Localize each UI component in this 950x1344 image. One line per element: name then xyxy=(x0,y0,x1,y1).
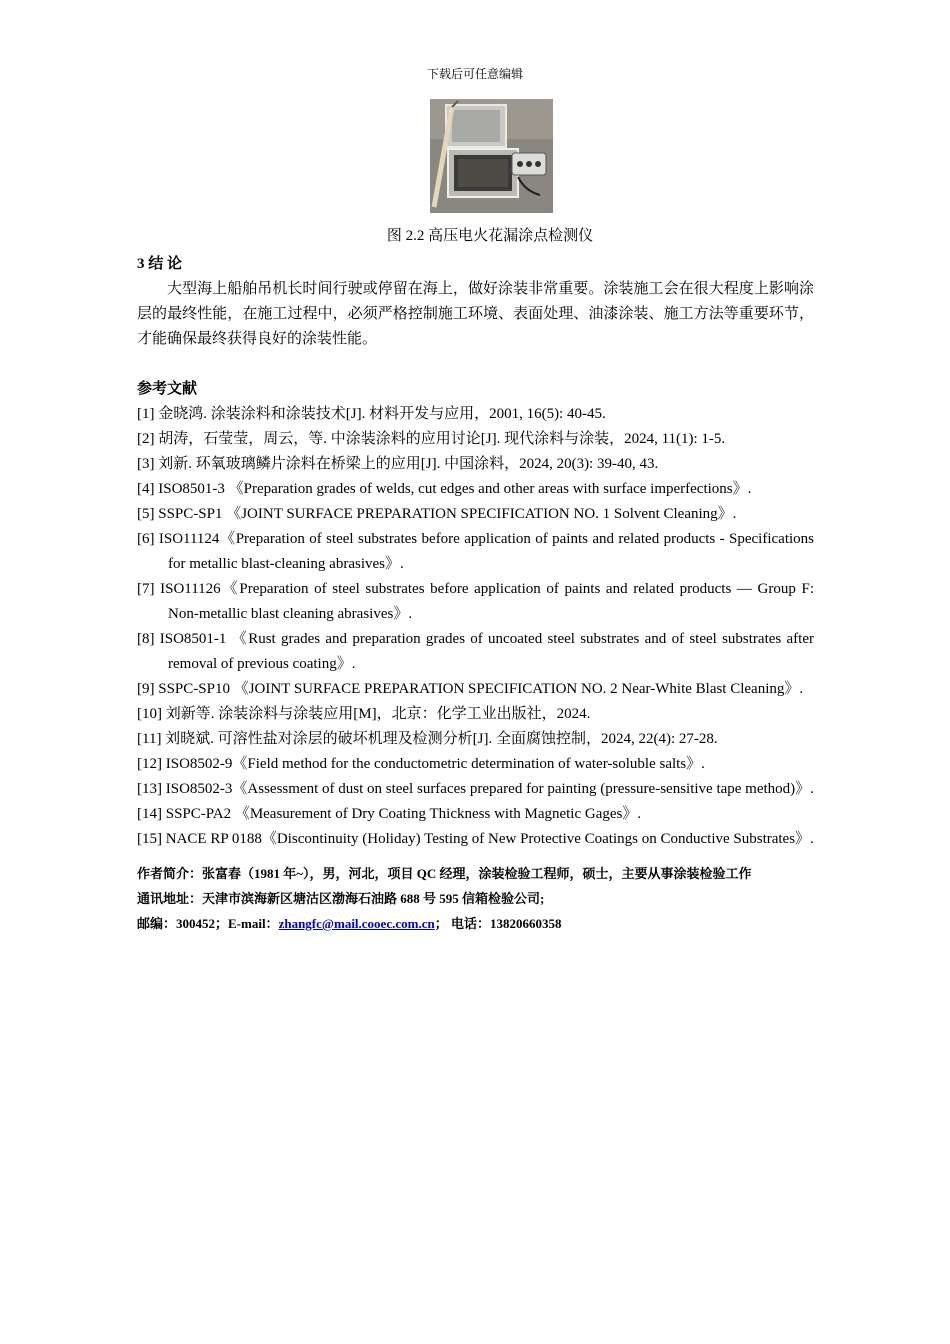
reference-item: [4] ISO8501-3 《Preparation grades of welds, cut edges and other areas with surface imperfections》. xyxy=(137,481,752,497)
reference-item: [2] 胡涛，石莹莹，周云，等. 中涂装涂料的应用讨论[J]. 现代涂料与涂装，2024, 11(1): 1-5. xyxy=(137,431,726,447)
postcode-label: 邮编：300452；E-mail： xyxy=(137,916,279,931)
reference-item: [10] 刘新等. 涂装涂料与涂装应用[M]，北京：化学工业出版社，2024. xyxy=(137,706,591,722)
conclusion-paragraph: 大型海上船舶吊机长时间行驶或停留在海上，做好涂装非常重要。涂装施工会在很大程度上影响涂层的最终性能，在施工过程中，必须严格控制施工环境、表面处理、油漆涂装、施工方法等重要环节，才能确保最终获得良好的涂装性能。 xyxy=(137,281,814,347)
reference-item: [12] ISO8502-9《Field method for the conductometric determination of water-soluble salts》. xyxy=(137,756,705,772)
figure-caption: 图 2.2 高压电火花漏涂点检测仪 xyxy=(386,228,594,244)
reference-item: [13] ISO8502-3《Assessment of dust on steel surfaces prepared for painting (pressure-sensitive tape method)》. xyxy=(137,781,814,797)
reference-item: [11] 刘晓斌. 可溶性盐对涂层的破坏机理及检测分析[J]. 全面腐蚀控制，2024, 22(4): 27-28. xyxy=(137,731,718,747)
author-contact xyxy=(137,916,814,931)
header-note: 下载后可任意编辑 xyxy=(426,67,523,81)
author-address: 通讯地址：天津市滨海新区塘沽区渤海石油路 688 号 595 信箱检验公司; xyxy=(137,891,545,906)
reference-item: [5] SSPC-SP1 《JOINT SURFACE PREPARATION SPECIFICATION NO. 1 Solvent Cleaning》. xyxy=(137,506,737,522)
reference-item: [7] ISO11126《Preparation of steel substrates before application of paints and related products — Group F: Non-metallic blast cleaning abrasives》. xyxy=(137,581,814,622)
author-bio: 作者简介：张富春（1981 年~），男，河北，项目 QC 经理，涂装检验工程师，硕士，主要从事涂装检验工作 xyxy=(137,866,752,881)
reference-item: [9] SSPC-SP10 《JOINT SURFACE PREPARATION SPECIFICATION NO. 2 Near-White Blast Cleaning》. xyxy=(137,681,804,697)
references-heading: 参考文献 xyxy=(137,381,198,397)
reference-item: [3] 刘新. 环氧玻璃鳞片涂料在桥梁上的应用[J]. 中国涂料，2024, 20(3): 39-40, 43. xyxy=(137,456,659,472)
phone-text: ； 电话：13820660358 xyxy=(434,916,562,931)
main-content xyxy=(137,252,814,941)
reference-item: [15] NACE RP 0188《Discontinuity (Holiday) Testing of New Protective Coatings on Conductive Substrates》. xyxy=(137,831,814,847)
email-link[interactable]: zhangfc@mail.cooec.com.cn xyxy=(278,916,435,931)
author-info xyxy=(137,866,814,931)
reference-item: [8] ISO8501-1 《Rust grades and preparation grades of uncoated steel substrates and of steel substrates after removal of previous coating》. xyxy=(137,631,814,672)
instrument-photo xyxy=(430,99,553,213)
reference-item: [6] ISO11124《Preparation of steel substrates before application of paints and related products - Specifications for metallic blast-cleaning abrasives》. xyxy=(137,531,814,572)
reference-item: [1] 金晓鸿. 涂装涂料和涂装技术[J]. 材料开发与应用，2001, 16(5): 40-45. xyxy=(137,406,606,422)
reference-item: [14] SSPC-PA2 《Measurement of Dry Coating Thickness with Magnetic Gages》. xyxy=(137,806,642,822)
conclusion-heading: 3 结 论 xyxy=(137,256,183,272)
